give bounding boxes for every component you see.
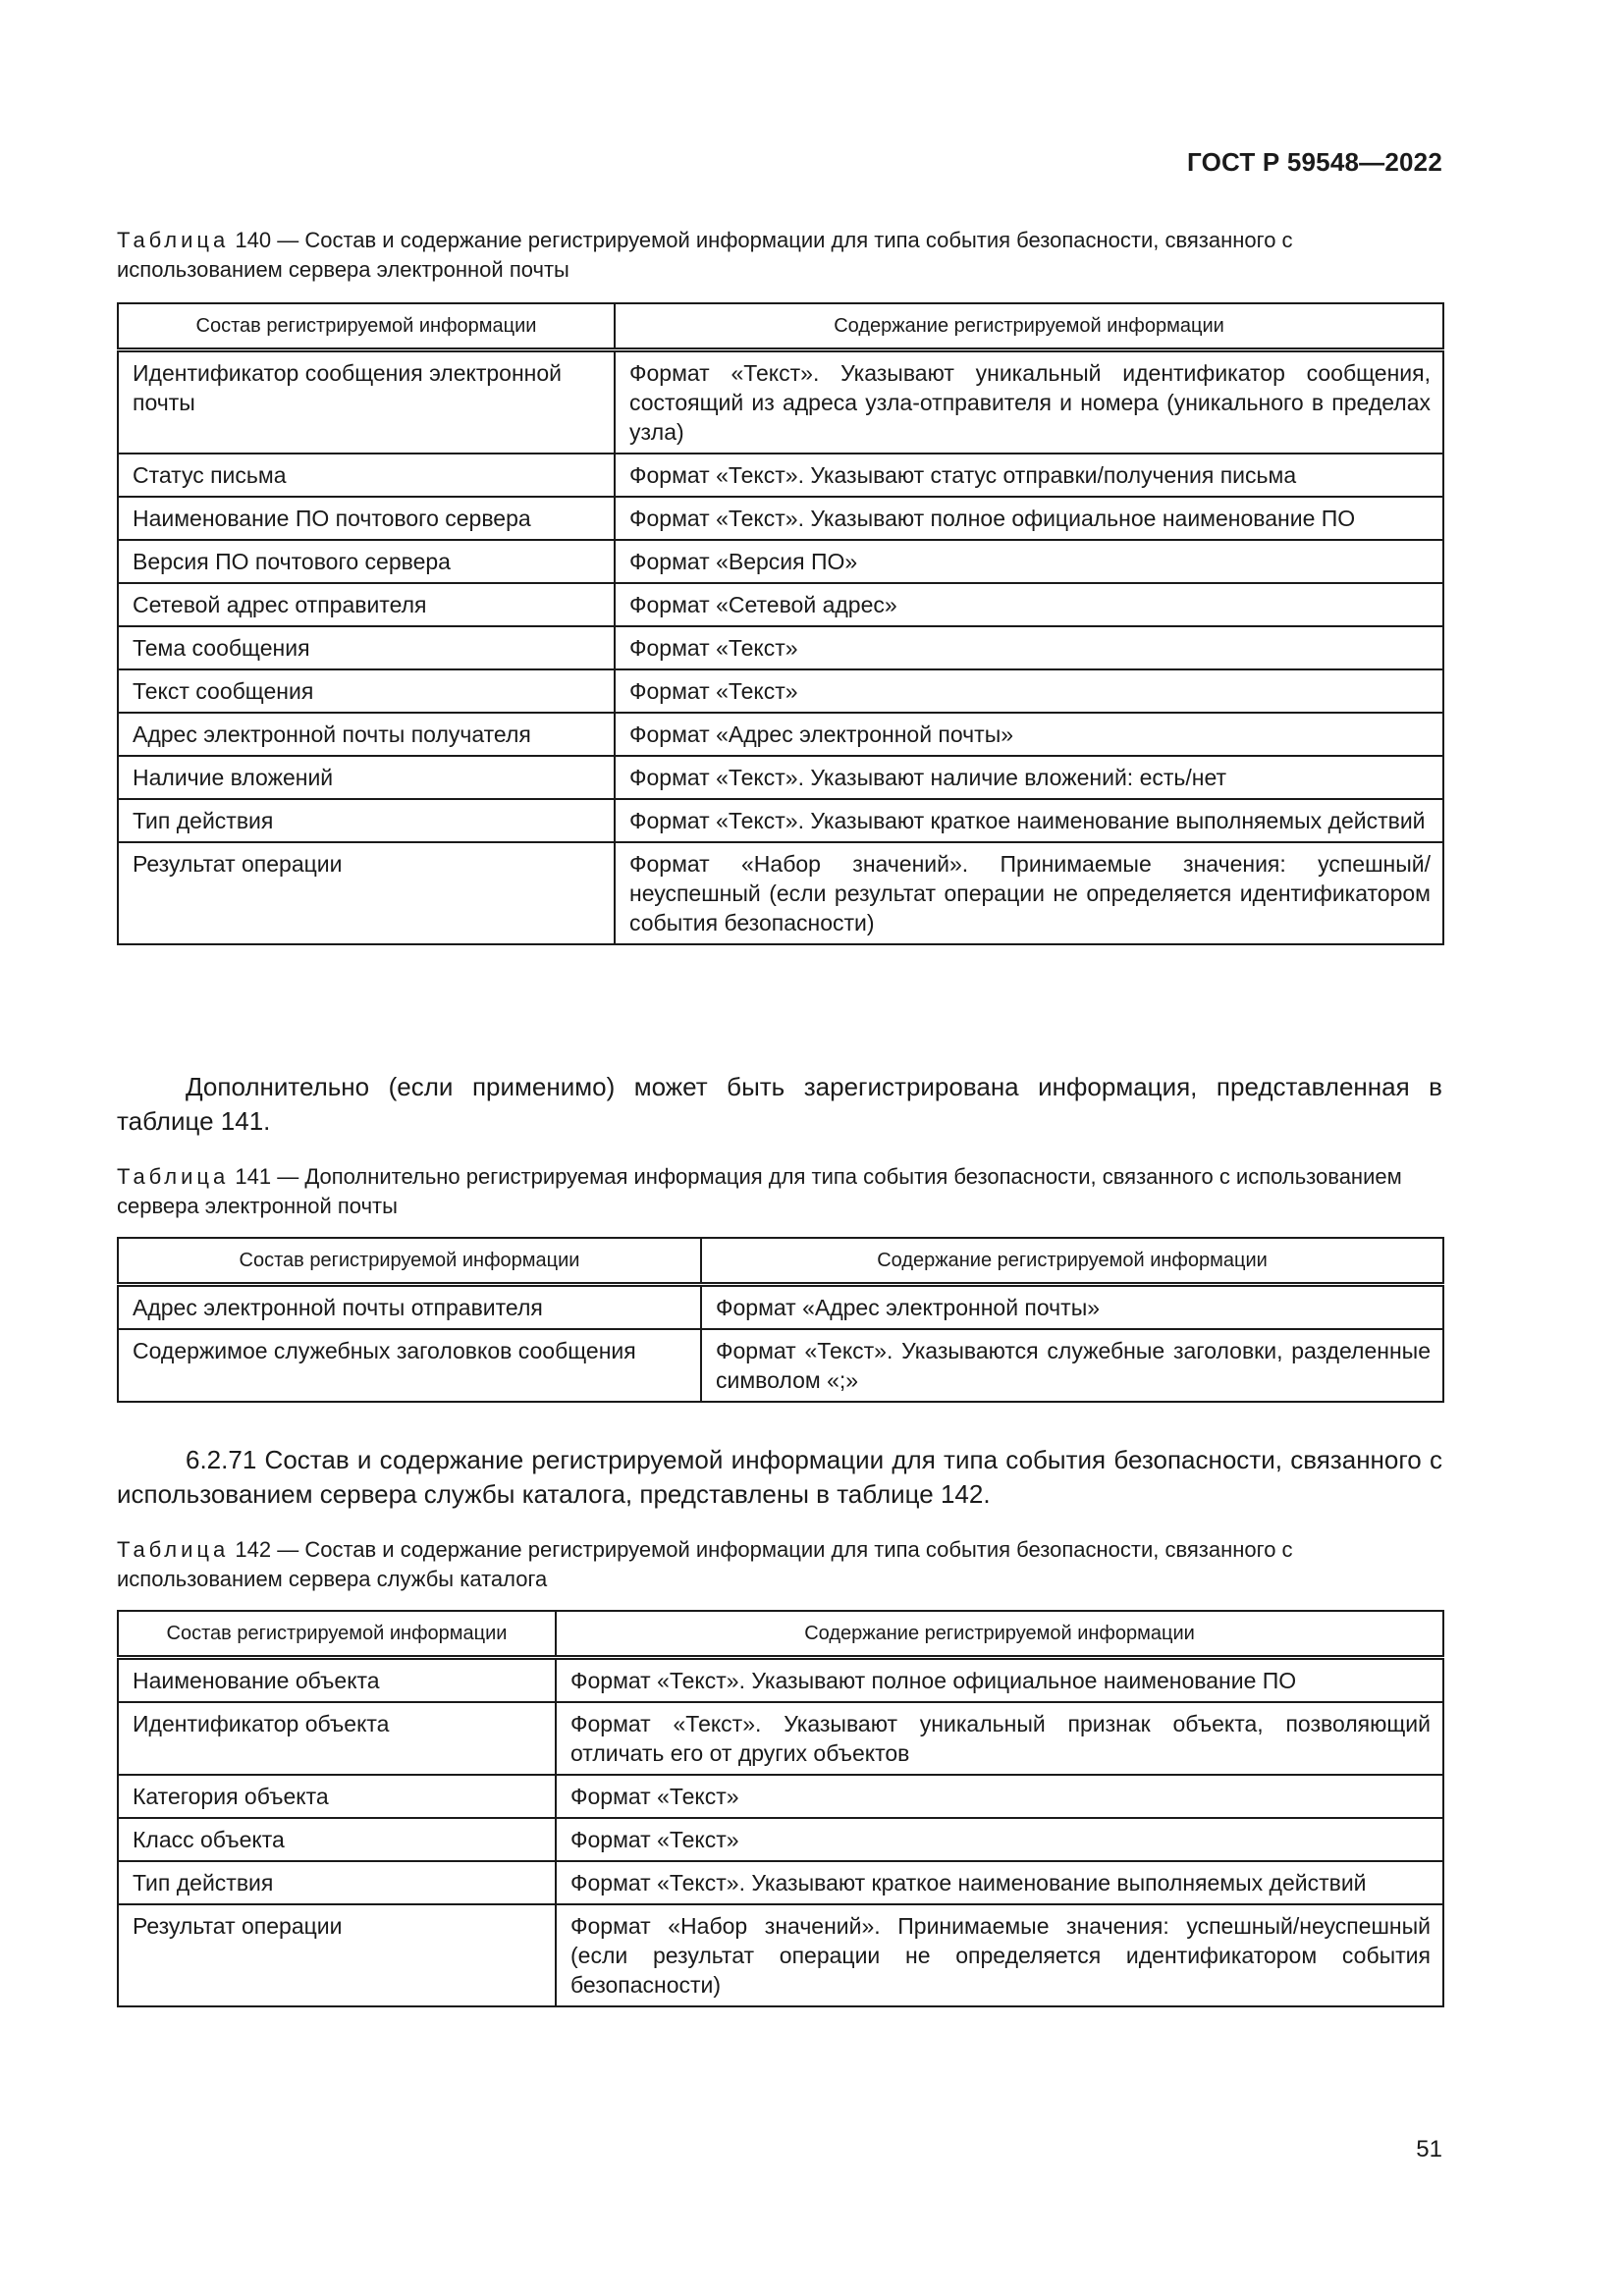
table-row — [118, 1285, 1443, 1330]
table-141-caption — [117, 1162, 1442, 1221]
table-cell: Наименование объекта — [118, 1658, 556, 1703]
table-cell: Формат «Текст» — [615, 669, 1443, 713]
table-142-caption — [117, 1535, 1442, 1594]
section-paragraph: 6.2.71 Состав и содержание регистрируемой информации для типа события безопасности, связанного с использованием сервера службы каталога, представлены в таблице 142. — [117, 1445, 1442, 1509]
table-cell: Формат «Набор значений». Принимаемые значения: успешный/неуспешный (если результат операции не определяется идентификатором события безопасности) — [615, 842, 1443, 944]
table-row — [118, 799, 1443, 842]
table-cell: Адрес электронной почты получателя — [118, 713, 615, 756]
table-cell: Наименование ПО почтового сервера — [118, 497, 615, 540]
table-cell: Формат «Текст». Указывают уникальный идентификатор сообщения, состоящий из адреса узла-отправителя и номера (уникального в пределах узла) — [615, 350, 1443, 454]
table-cell: Формат «Текст» — [556, 1818, 1443, 1861]
table-row — [118, 1658, 1443, 1703]
table-cell: Формат «Версия ПО» — [615, 540, 1443, 583]
table-cell: Категория объекта — [118, 1775, 556, 1818]
column-header: Содержание регистрируемой информации — [701, 1238, 1443, 1285]
table-row — [118, 1702, 1443, 1775]
table-cell: Тема сообщения — [118, 626, 615, 669]
table-cell: Формат «Текст». Указывают наличие вложений: есть/нет — [615, 756, 1443, 799]
table-cell: Формат «Текст» — [556, 1775, 1443, 1818]
table-cell: Класс объекта — [118, 1818, 556, 1861]
table-row — [118, 1818, 1443, 1861]
table-140-caption — [117, 226, 1442, 285]
table-142 — [117, 1610, 1444, 2007]
table-cell: Идентификатор объекта — [118, 1702, 556, 1775]
table-cell: Формат «Текст». Указывают статус отправки/получения письма — [615, 454, 1443, 497]
table-row — [118, 540, 1443, 583]
column-header: Состав регистрируемой информации — [118, 1611, 556, 1658]
body-paragraph: Дополнительно (если применимо) может быть зарегистрирована информация, представленная в таблице 141. — [117, 1072, 1442, 1136]
table-row — [118, 497, 1443, 540]
table-cell: Формат «Текст». Указывают полное официальное наименование ПО — [556, 1658, 1443, 1703]
table-row — [118, 1329, 1443, 1402]
table-caption-text: 142 — Состав и содержание регистрируемой информации для типа события безопасности, связанного с использованием сервера службы каталога — [117, 1537, 1293, 1591]
table-row — [118, 669, 1443, 713]
table-cell: Формат «Текст». Указываются служебные заголовки, разделенные символом «;» — [701, 1329, 1443, 1402]
table-header-row — [118, 303, 1443, 350]
table-cell: Формат «Сетевой адрес» — [615, 583, 1443, 626]
table-cell: Результат операции — [118, 1904, 556, 2006]
table-header-row — [118, 1238, 1443, 1285]
table-row — [118, 713, 1443, 756]
table-row — [118, 350, 1443, 454]
column-header: Содержание регистрируемой информации — [556, 1611, 1443, 1658]
table-cell: Статус письма — [118, 454, 615, 497]
table-row — [118, 842, 1443, 944]
table-row — [118, 626, 1443, 669]
table-row — [118, 1904, 1443, 2006]
table-cell: Версия ПО почтового сервера — [118, 540, 615, 583]
table-label: Таблица — [117, 1537, 230, 1562]
table-cell: Тип действия — [118, 1861, 556, 1904]
table-row — [118, 454, 1443, 497]
table-cell: Идентификатор сообщения электронной почты — [118, 350, 615, 454]
column-header: Состав регистрируемой информации — [118, 303, 615, 350]
table-cell: Наличие вложений — [118, 756, 615, 799]
table-cell: Формат «Текст». Указывают полное официальное наименование ПО — [615, 497, 1443, 540]
table-cell: Формат «Адрес электронной почты» — [701, 1285, 1443, 1330]
table-cell: Содержимое служебных заголовков сообщения — [118, 1329, 701, 1402]
table-cell: Текст сообщения — [118, 669, 615, 713]
table-row — [118, 756, 1443, 799]
column-header: Содержание регистрируемой информации — [615, 303, 1443, 350]
table-cell: Формат «Адрес электронной почты» — [615, 713, 1443, 756]
table-cell: Формат «Текст». Указывают краткое наименование выполняемых действий — [615, 799, 1443, 842]
table-row — [118, 1775, 1443, 1818]
table-cell: Сетевой адрес отправителя — [118, 583, 615, 626]
column-header: Состав регистрируемой информации — [118, 1238, 701, 1285]
table-row — [118, 583, 1443, 626]
document-id-header: ГОСТ Р 59548—2022 — [1187, 147, 1442, 177]
table-cell: Адрес электронной почты отправителя — [118, 1285, 701, 1330]
table-141 — [117, 1237, 1444, 1403]
table-cell: Формат «Набор значений». Принимаемые значения: успешный/неуспешный (если результат операции не определяется идентификатором события безопасности) — [556, 1904, 1443, 2006]
table-140 — [117, 302, 1444, 945]
table-caption-text: 141 — Дополнительно регистрируемая информация для типа события безопасности, связанного с использованием сервера электронной почты — [117, 1164, 1402, 1218]
table-cell: Результат операции — [118, 842, 615, 944]
table-label: Таблица — [117, 1164, 230, 1189]
table-caption-text: 140 — Состав и содержание регистрируемой информации для типа события безопасности, связанного с использованием сервера электронной почты — [117, 228, 1293, 282]
table-cell: Формат «Текст». Указывают краткое наименование выполняемых действий — [556, 1861, 1443, 1904]
table-header-row — [118, 1611, 1443, 1658]
page-number: 51 — [1416, 2136, 1442, 2163]
table-cell: Формат «Текст». Указывают уникальный признак объекта, позволяющий отличать его от других объектов — [556, 1702, 1443, 1775]
table-cell: Формат «Текст» — [615, 626, 1443, 669]
table-cell: Тип действия — [118, 799, 615, 842]
table-label: Таблица — [117, 228, 230, 252]
table-row — [118, 1861, 1443, 1904]
